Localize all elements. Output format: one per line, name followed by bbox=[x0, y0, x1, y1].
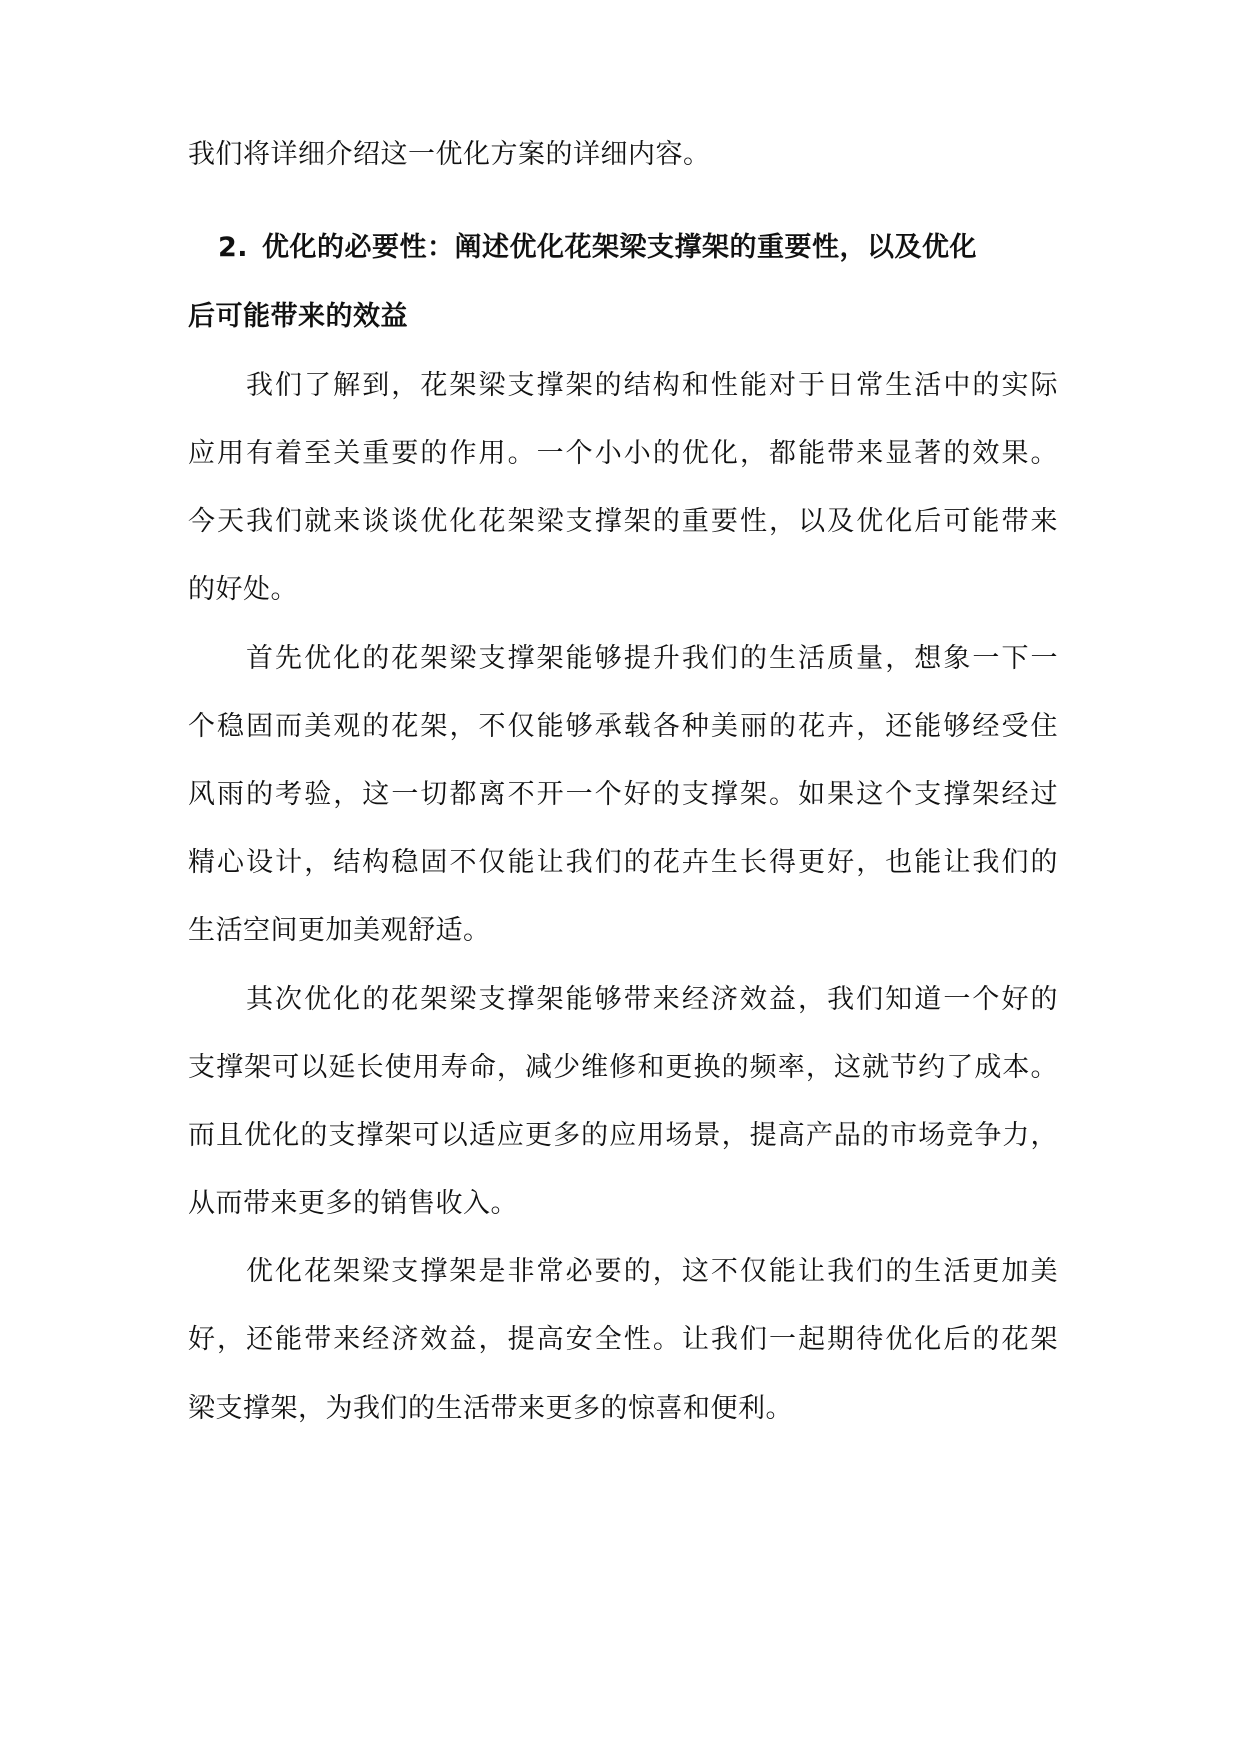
paragraph-1-line-3: 今天我们就来谈谈优化花架梁支撑架的重要性，以及优化后可能带来 bbox=[188, 506, 1058, 537]
section-heading-line1 bbox=[188, 228, 1058, 268]
paragraph-2-line-2: 个稳固而美观的花架，不仅能够承载各种美丽的花卉，还能够经受住 bbox=[188, 711, 1058, 742]
paragraph-3-line-1: 其次优化的花架梁支撑架能够带来经济效益，我们知道一个好的 bbox=[246, 984, 1058, 1015]
paragraph-4-line-2: 好，还能带来经济效益，提高安全性。让我们一起期待优化后的花架 bbox=[188, 1324, 1058, 1355]
paragraph-2-line-4: 精心设计，结构稳固不仅能让我们的花卉生长得更好，也能让我们的 bbox=[188, 847, 1058, 878]
paragraph-4-line-3: 梁支撑架，为我们的生活带来更多的惊喜和便利。 bbox=[188, 1393, 793, 1424]
intro-line: 我们将详细介绍这一优化方案的详细内容。 bbox=[188, 139, 711, 170]
paragraph-4-line-1: 优化花架梁支撑架是非常必要的，这不仅能让我们的生活更加美 bbox=[246, 1256, 1058, 1287]
paragraph-2-line-1: 首先优化的花架梁支撑架能够提升我们的生活质量，想象一下一 bbox=[246, 643, 1058, 674]
paragraph-3-line-4: 从而带来更多的销售收入。 bbox=[188, 1188, 518, 1219]
paragraph-2-line-3: 风雨的考验，这一切都离不开一个好的支撑架。如果这个支撑架经过 bbox=[188, 779, 1058, 810]
paragraph-2-line-5: 生活空间更加美观舒适。 bbox=[188, 915, 491, 946]
section-number: 2. bbox=[218, 232, 249, 263]
paragraph-3-line-3: 而且优化的支撑架可以适应更多的应用场景，提高产品的市场竞争力， bbox=[188, 1120, 1058, 1151]
paragraph-3-line-2: 支撑架可以延长使用寿命，减少维修和更换的频率，这就节约了成本。 bbox=[188, 1052, 1058, 1083]
section-heading-line2: 后可能带来的效益 bbox=[188, 301, 408, 332]
paragraph-1-line-4: 的好处。 bbox=[188, 574, 298, 605]
paragraph-1-line-1: 我们了解到，花架梁支撑架的结构和性能对于日常生活中的实际 bbox=[246, 370, 1058, 401]
paragraph-1-line-2: 应用有着至关重要的作用。一个小小的优化，都能带来显著的效果。 bbox=[188, 438, 1058, 469]
section-title-part1: 优化的必要性：阐述优化花架梁支撑架的重要性，以及优化 bbox=[262, 232, 978, 263]
